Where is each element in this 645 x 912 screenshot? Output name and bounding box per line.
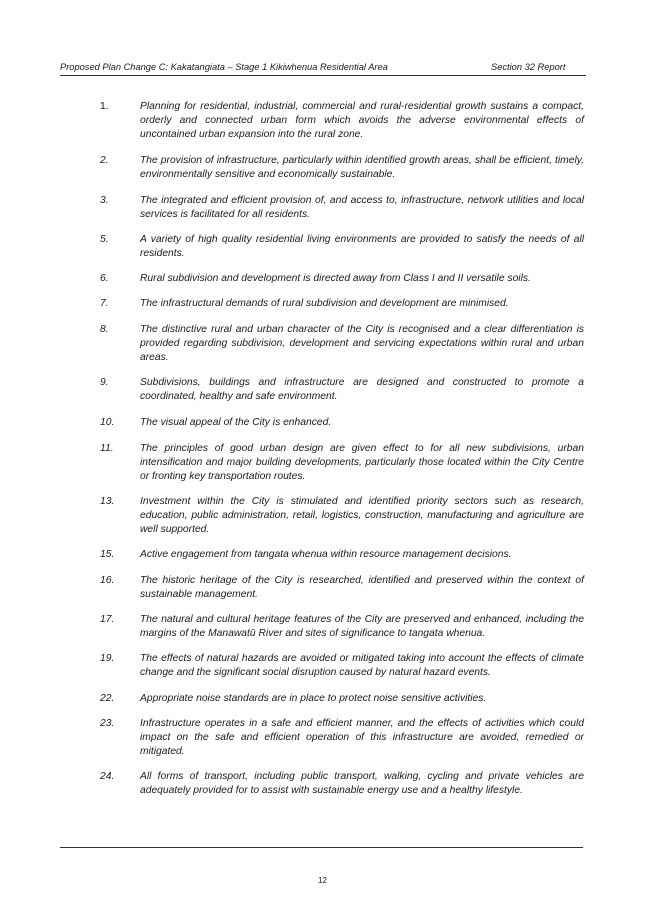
item-number: 2. <box>100 155 109 166</box>
item-number: 17. <box>100 614 115 625</box>
item-number: 23. <box>100 718 115 729</box>
item-number: 19. <box>100 653 115 664</box>
item-number: 10. <box>100 417 115 428</box>
item-text: The principles of good urban design are given effect to for all new subdivisions, urban intensification and major building developments, particularly those located within the City Centre or fronting key transportation routes. <box>140 443 584 482</box>
section-label: Section 32 Report <box>491 62 566 72</box>
item-text: The historic heritage of the City is researched, identified and preserved within the context of sustainable management. <box>140 575 584 600</box>
item-text: All forms of transport, including public transport, walking, cycling and private vehicles are adequately provided for to assist with sustainable energy use and a healthy lifestyle. <box>140 771 584 796</box>
item-text: Planning for residential, industrial, commercial and rural-residential growth sustains a compact, orderly and connected urban form which avoids the adverse environmental effects of uncontained urban expansion into the rural zone. <box>140 101 584 140</box>
footer-divider <box>60 847 583 848</box>
item-number: 7. <box>100 298 109 309</box>
item-number: 3. <box>100 195 109 206</box>
item-text: Subdivisions, buildings and infrastructure are designed and constructed to promote a coordinated, healthy and safe environment. <box>140 377 584 402</box>
item-text: A variety of high quality residential living environments are provided to satisfy the needs of all residents. <box>140 234 584 259</box>
item-number: 8. <box>100 324 109 335</box>
item-text: The distinctive rural and urban character of the City is recognised and a clear differentiation is provided regarding subdivision, development and servicing expectations within rural and urban areas. <box>140 324 584 363</box>
item-text: The provision of infrastructure, particularly within identified growth areas, shall be efficient, timely, environmentally sensitive and economically sustainable. <box>140 155 584 180</box>
page-number: 12 <box>318 876 327 885</box>
item-number: 15. <box>100 549 115 560</box>
item-text: The effects of natural hazards are avoided or mitigated taking into account the effects of climate change and the significant social disruption caused by natural hazard events. <box>140 653 584 678</box>
document-title: Proposed Plan Change C: Kakatangiata – Stage 1 Kikiwhenua Residential Area <box>60 62 388 72</box>
item-text: Active engagement from tangata whenua within resource management decisions. <box>140 549 512 560</box>
item-text: Rural subdivision and development is directed away from Class I and II versatile soils. <box>140 273 531 284</box>
item-number: 1. <box>100 101 109 112</box>
item-text: The natural and cultural heritage features of the City are preserved and enhanced, including the margins of the Manawatū River and sites of significance to tangata whenua. <box>140 614 584 639</box>
item-text: Appropriate noise standards are in place to protect noise sensitive activities. <box>140 693 487 704</box>
item-number: 9. <box>100 377 109 388</box>
item-text: Investment within the City is stimulated and identified priority sectors such as research, education, public administration, retail, logistics, construction, manufacturing and agriculture are well supported. <box>140 496 584 535</box>
item-number: 22. <box>100 693 115 704</box>
item-number: 6. <box>100 273 109 284</box>
item-number: 16. <box>100 575 115 586</box>
item-text: The integrated and efficient provision of, and access to, infrastructure, network utilities and local services is facilitated for all residents. <box>140 195 584 220</box>
item-number: 24. <box>100 771 115 782</box>
item-number: 5. <box>100 234 109 245</box>
item-number: 13. <box>100 496 115 507</box>
item-text: The visual appeal of the City is enhanced. <box>140 417 332 428</box>
item-text: Infrastructure operates in a safe and efficient manner, and the effects of activities which could impact on the safe and efficient operation of this infrastructure are avoided, remedied or mitigated. <box>140 718 584 757</box>
item-number: 11. <box>100 443 114 454</box>
item-text: The infrastructural demands of rural subdivision and development are minimised. <box>140 298 509 309</box>
